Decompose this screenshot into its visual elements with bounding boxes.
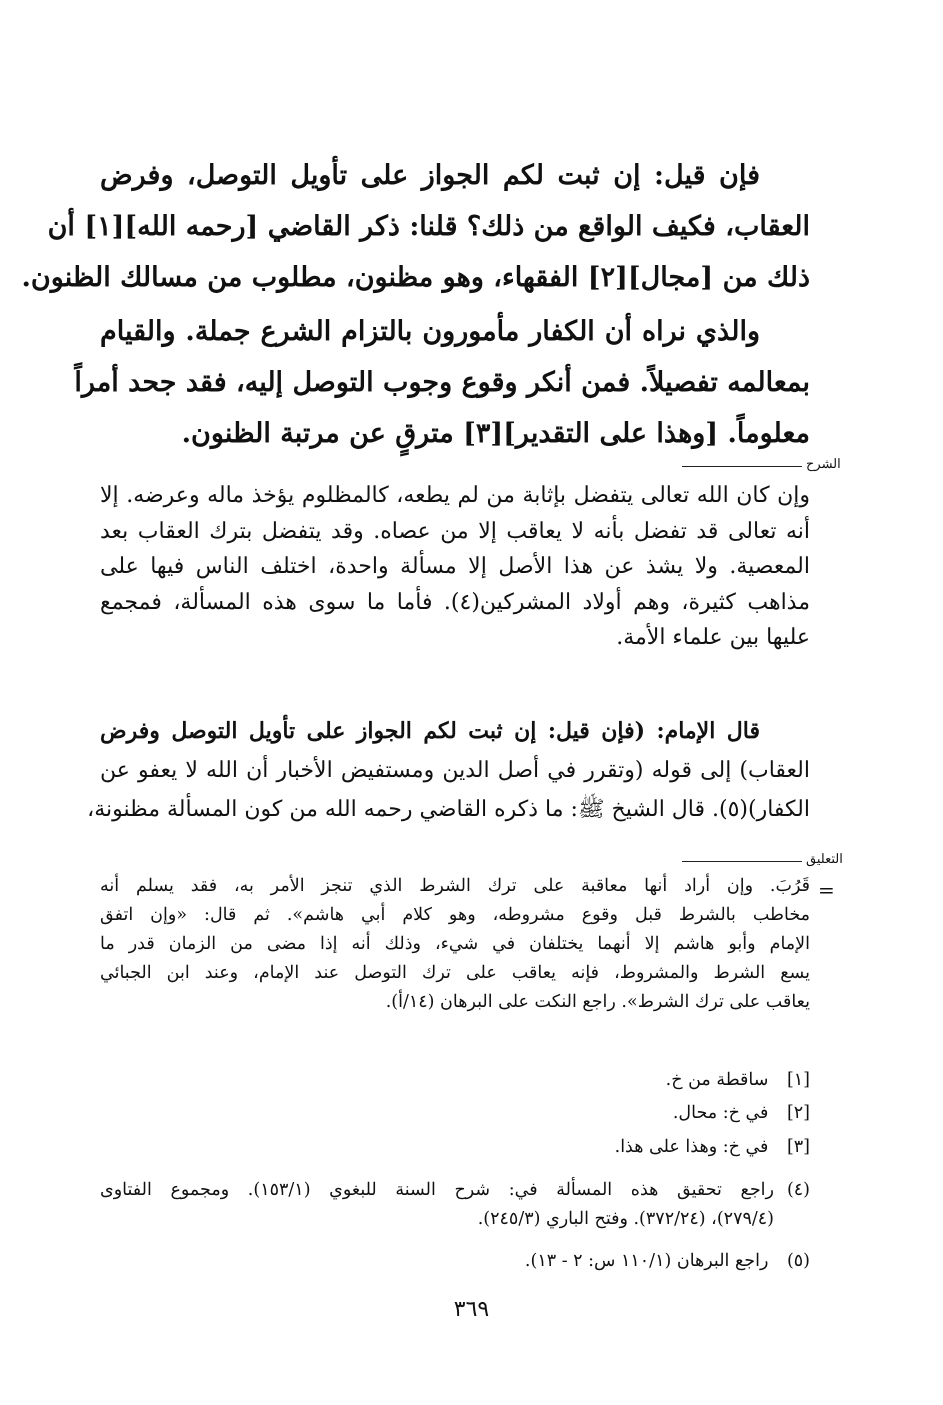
commentary-line: المعصية. ولا يشذ عن هذا الأصل إلا مسألة واحدة، اختلف الناس فيها على	[100, 554, 810, 579]
note-line: قَرُبَ. وإن أراد أنها معاقبة على ترك الشرط الذي تنجز الأمر به، فقد يسلم أنه	[100, 876, 810, 896]
footnote-mark: [١]	[786, 1070, 810, 1090]
footnote-text: ساقطة من خ.	[665, 1070, 769, 1090]
page-number: ٣٦٩	[453, 1297, 490, 1322]
main-line: بمعالمه تفصيلاً. فمن أنكر وقوع وجوب التوصل إليه، فقد جحد أمراً	[74, 367, 810, 398]
footnote-text: راجع البرهان (١١٠/١ س: ٢ - ١٣).	[524, 1251, 769, 1271]
commentary-line: وإن كان الله تعالى يتفضل بإثابة من لم يطعه، كالمظلوم يؤخذ ماله وعرضه. إلا	[100, 483, 810, 508]
commentary-line: عليها بين علماء الأمة.	[616, 625, 810, 650]
note-line: الإمام وأبو هاشم إلا أنهما يختلفان في شيء، وذلك أنه إذا مضى من الزمان قدر ما	[100, 934, 810, 954]
main-line: معلوماً. [وهذا على التقدير][٣] مترقٍ عن مرتبة الظنون.	[181, 418, 810, 449]
quote-text	[87, 712, 810, 829]
footnote-mark: [٣]	[786, 1137, 810, 1157]
continuation-mark: =	[818, 878, 835, 902]
footnote-text: في خ: وهذا على هذا.	[614, 1137, 769, 1157]
footnote-text: راجع تحقيق هذه المسألة في: شرح السنة للبغوي (١٥٣/١). ومجموع الفتاوى	[100, 1180, 774, 1200]
main-line: والذي نراه أن الكفار مأمورون بالتزام الشرع جملة. والقيام	[100, 316, 760, 347]
note-line: يعاقب على ترك الشرط». راجع النكت على البرهان (١٤/أ).	[385, 992, 810, 1012]
notes-text	[100, 872, 810, 1017]
footnote-text: في خ: محال.	[672, 1103, 769, 1123]
footnote-mark: (٥)	[786, 1251, 810, 1271]
footnote-line	[100, 1176, 810, 1205]
quote-line: العقاب) إلى قوله (وتقرر في أصل الدين ومستفيض الأخبار أن الله لا يعفو عن	[100, 758, 810, 783]
taaliq-label: التعليق	[806, 852, 843, 867]
commentary-line: أنه تعالى قد تفضل بأنه لا يعاقب إلا من عصاه. وقد يتفضل بترك العقاب بعد	[100, 518, 810, 544]
main-line: ذلك من [مجال][٢] الفقهاء، وهو مظنون، مطلوب من مسالك الظنون.	[21, 262, 810, 293]
footnote-mark: (٤)	[786, 1180, 810, 1200]
commentary-line: مذاهب كثيرة، وهم أولاد المشركين(٤). فأما ما سوى هذه المسألة، فمجمع	[100, 589, 811, 615]
main-text-paragraph-2	[74, 306, 810, 459]
footnote-4	[100, 1176, 810, 1234]
commentary-text	[100, 478, 810, 656]
main-line: فإن قيل: إن ثبت لكم الجواز على تأويل التوصل، وفرض	[100, 160, 760, 191]
footnote-3	[615, 1133, 810, 1162]
taaliq-divider	[682, 861, 802, 862]
note-line: يسع الشرط والمشروط، فإنه يعاقب على ترك التوصل عند الإمام، وعند ابن الجبائي	[100, 963, 810, 983]
main-text	[21, 150, 810, 303]
quote-line: قال الإمام: (فإن قيل: إن ثبت لكم الجواز على تأويل التوصل وفرض	[100, 718, 760, 744]
footnote-1	[666, 1066, 810, 1095]
main-line: العقاب، فكيف الواقع من ذلك؟ قلنا: ذكر القاضي [رحمه الله][١] أن	[47, 211, 810, 242]
sharh-label: الشرح	[806, 457, 841, 472]
footnote-2	[673, 1099, 810, 1128]
quote-line: الكفار)(٥). قال الشيخ ﷺ: ما ذكره القاضي رحمه الله من كون المسألة مظنونة،	[87, 797, 810, 822]
sharh-divider	[682, 466, 802, 467]
footnote-line: (٢٧٩/٤)، (٣٧٢/٢٤). وفتح الباري (٢٤٥/٣).	[477, 1209, 774, 1229]
footnote-mark: [٢]	[786, 1103, 810, 1123]
footnote-5	[525, 1247, 810, 1276]
note-line: مخاطب بالشرط قبل وقوع مشروطه، وهو كلام أبي هاشم». ثم قال: «وإن اتفق	[100, 905, 810, 925]
